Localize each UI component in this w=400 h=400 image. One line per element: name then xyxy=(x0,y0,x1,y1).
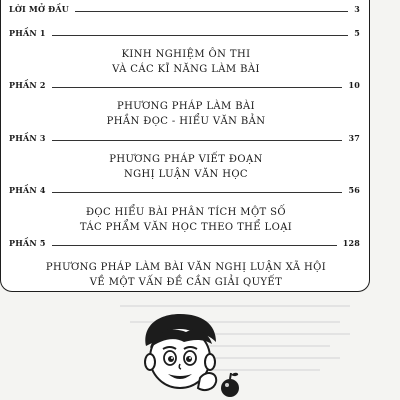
section-title-line: PHƯƠNG PHÁP VIẾT ĐOẠN xyxy=(109,154,263,165)
section-title-part-1 xyxy=(1,47,371,77)
toc-page-number: 5 xyxy=(354,28,360,38)
toc-label: PHẦN 1 xyxy=(9,28,46,38)
toc-entry-intro xyxy=(9,4,360,14)
toc-entry-part-4 xyxy=(9,185,360,195)
section-title-part-4 xyxy=(1,205,371,235)
section-title-line: NGHỊ LUẬN VĂN HỌC xyxy=(123,169,248,180)
dotted-leader xyxy=(52,192,343,193)
toc-page-number: 3 xyxy=(354,4,360,14)
toc-label: PHẦN 3 xyxy=(9,133,46,143)
toc-label: PHẦN 2 xyxy=(9,80,46,90)
toc-entry-part-1 xyxy=(9,28,360,38)
section-title-line: TÁC PHẨM VĂN HỌC THEO THỂ LOẠI xyxy=(79,222,293,233)
toc-label: LỜI MỞ ĐẦU xyxy=(9,4,69,14)
section-title-part-3 xyxy=(1,152,371,182)
section-title-line: VÀ CÁC KĨ NĂNG LÀM BÀI xyxy=(112,64,260,75)
section-title-line: KINH NGHIỆM ÔN THI xyxy=(121,49,251,60)
section-title-line: PHƯƠNG PHÁP LÀM BÀI xyxy=(117,101,255,112)
toc-label: PHẦN 5 xyxy=(9,238,46,248)
toc-page-number: 37 xyxy=(348,133,360,143)
toc-label: PHẦN 4 xyxy=(9,185,46,195)
section-title-part-2 xyxy=(1,99,371,129)
toc-page-number: 10 xyxy=(348,80,360,90)
dotted-leader xyxy=(52,140,343,141)
toc-page-number: 56 xyxy=(348,185,360,195)
dotted-leader xyxy=(52,245,337,246)
section-title-line: VỀ MỘT VẤN ĐỀ CẦN GIẢI QUYẾT xyxy=(89,277,283,288)
dotted-leader xyxy=(52,87,343,88)
toc-page-number: 128 xyxy=(342,238,360,248)
cartoon-boy-illustration xyxy=(128,312,248,400)
toc-entry-part-2 xyxy=(9,80,360,90)
toc-entry-part-3 xyxy=(9,133,360,143)
section-title-line: ĐỌC HIỂU BÀI PHÂN TÍCH MỘT SỐ xyxy=(85,207,287,218)
section-title-part-5 xyxy=(1,260,371,290)
section-title-line: PHƯƠNG PHÁP LÀM BÀI VĂN NGHỊ LUẬN XÃ HỘI xyxy=(45,262,327,273)
toc-entry-part-5 xyxy=(9,238,360,248)
dotted-leader xyxy=(75,11,348,12)
section-title-line: PHẦN ĐỌC - HIỂU VĂN BẢN xyxy=(106,116,266,127)
dotted-leader xyxy=(52,35,349,36)
